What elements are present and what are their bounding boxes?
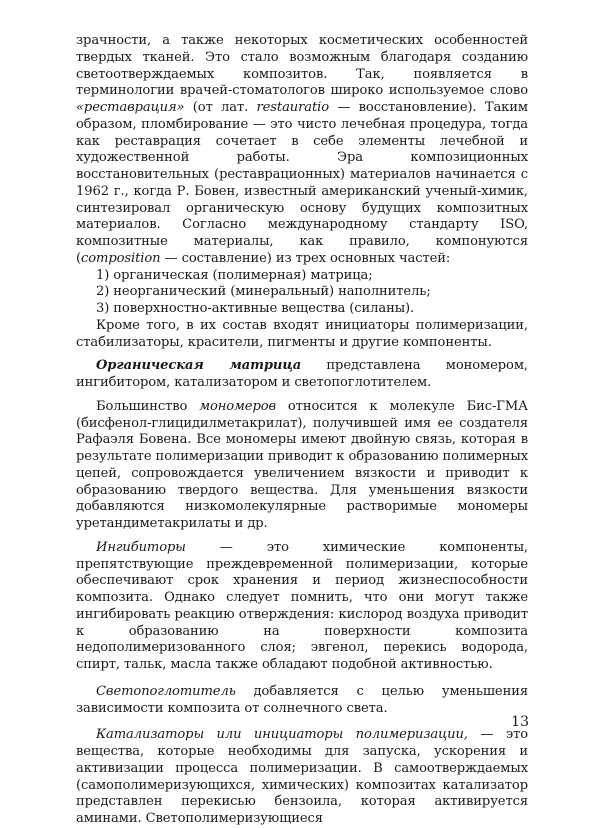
term-catalysts: Катализаторы или инициаторы полимеризации, xyxy=(96,727,468,743)
paragraph-light-absorber xyxy=(76,684,528,718)
text-run: (от лат. xyxy=(184,100,257,115)
paragraph-intro xyxy=(76,33,528,268)
list-item: 2) неорганический (минеральный) наполнитель; xyxy=(96,284,431,300)
term-latin: restauratio xyxy=(256,100,330,115)
text-run: Большинство xyxy=(96,398,200,414)
term-composition: composition xyxy=(81,250,161,266)
term-monomers: мономеров xyxy=(199,398,277,414)
list-item: 1) органическая (полимерная) матрица; xyxy=(96,267,373,283)
paragraph-inhibitors xyxy=(76,540,528,674)
section-heading: Органическая матрица xyxy=(96,358,302,374)
body-text xyxy=(76,33,528,828)
term-light-absorber: Светопоглотитель xyxy=(96,683,236,699)
list-item: 3) поверхностно-активные вещества (силаны). xyxy=(96,301,415,316)
term-restoration: «реставрация» xyxy=(76,100,185,115)
term-inhibitors: Ингибиторы xyxy=(96,539,186,555)
paragraph-monomers xyxy=(76,399,528,533)
page-number: 13 xyxy=(511,714,529,730)
text-run: — восстановление). Таким образом, пломбирование — это чисто лечебная процедура, тогда как реставрация сочетает в себе элементы лечебной и художественной работы. Эра композиционных восстановительных (реставрационных) материалов начинается с 1962 г., когда Р. Бовен, известный американский ученый-химик, синтезировал органическую основу будущих композитных материалов. Согласно международному стандарту ISO, композитные материалы, как правило, компонуются ( xyxy=(76,100,528,266)
paragraph-components: Кроме того, в их состав входят инициаторы полимеризации, стабилизаторы, красители, пигменты и другие компоненты. xyxy=(76,317,528,350)
text-run: зрачности, а также некоторых косметических особенностей твердых тканей. Это стало возможным благодаря созданию светоотверждаемых композитов. Так, появляется в терминологии врачей-стоматологов широко используемое слово xyxy=(76,33,528,99)
text-run: — это вещества, которые необходимы для запуска, ускорения и активизации процесса полимеризации. В самоотверждаемых (самополимеризующихся, химических) композитах катализатор представлен перекисью бензоила, которая активируется аминами. Светополимеризующиеся xyxy=(76,727,529,826)
text-run: — это химические компоненты, препятствующие преждевременной полимеризации, которые обеспечивают срок хранения и период жизнеспособности композита. Однако следует помнить, что они могут также ингибировать реакцию отверждения: кислород воздуха приводит к образованию на поверхности композита недополимеризованного слоя; эвгенол, перекись водорода, спирт, тальк, масла также обладают подобной активностью. xyxy=(76,539,528,672)
paragraph-catalysts xyxy=(76,727,528,828)
paragraph-matrix xyxy=(76,358,528,392)
text-run: представлена мономером, ингибитором, катализатором и светопоглотителем. xyxy=(76,358,528,390)
text-run: — составление) из трех основных частей: xyxy=(160,250,451,266)
text-run: относится к молекуле Бис-ГМА (бисфенол-глицидилметакрилат), получившей имя ее создателя Рафаэля Бовена. Все мономеры имеют двойную связь, которая в результате полимеризации приводит к образованию полимерных цепей, сопровождается увеличением вязкости и приводит к образованию твердого вещества. Для уменьшения вязкости добавляются низкомолекулярные растворимые мономеры уретандиметакрилаты и др. xyxy=(76,398,528,531)
text-run: добавляется с целью уменьшения зависимости композита от солнечного света. xyxy=(76,683,528,716)
